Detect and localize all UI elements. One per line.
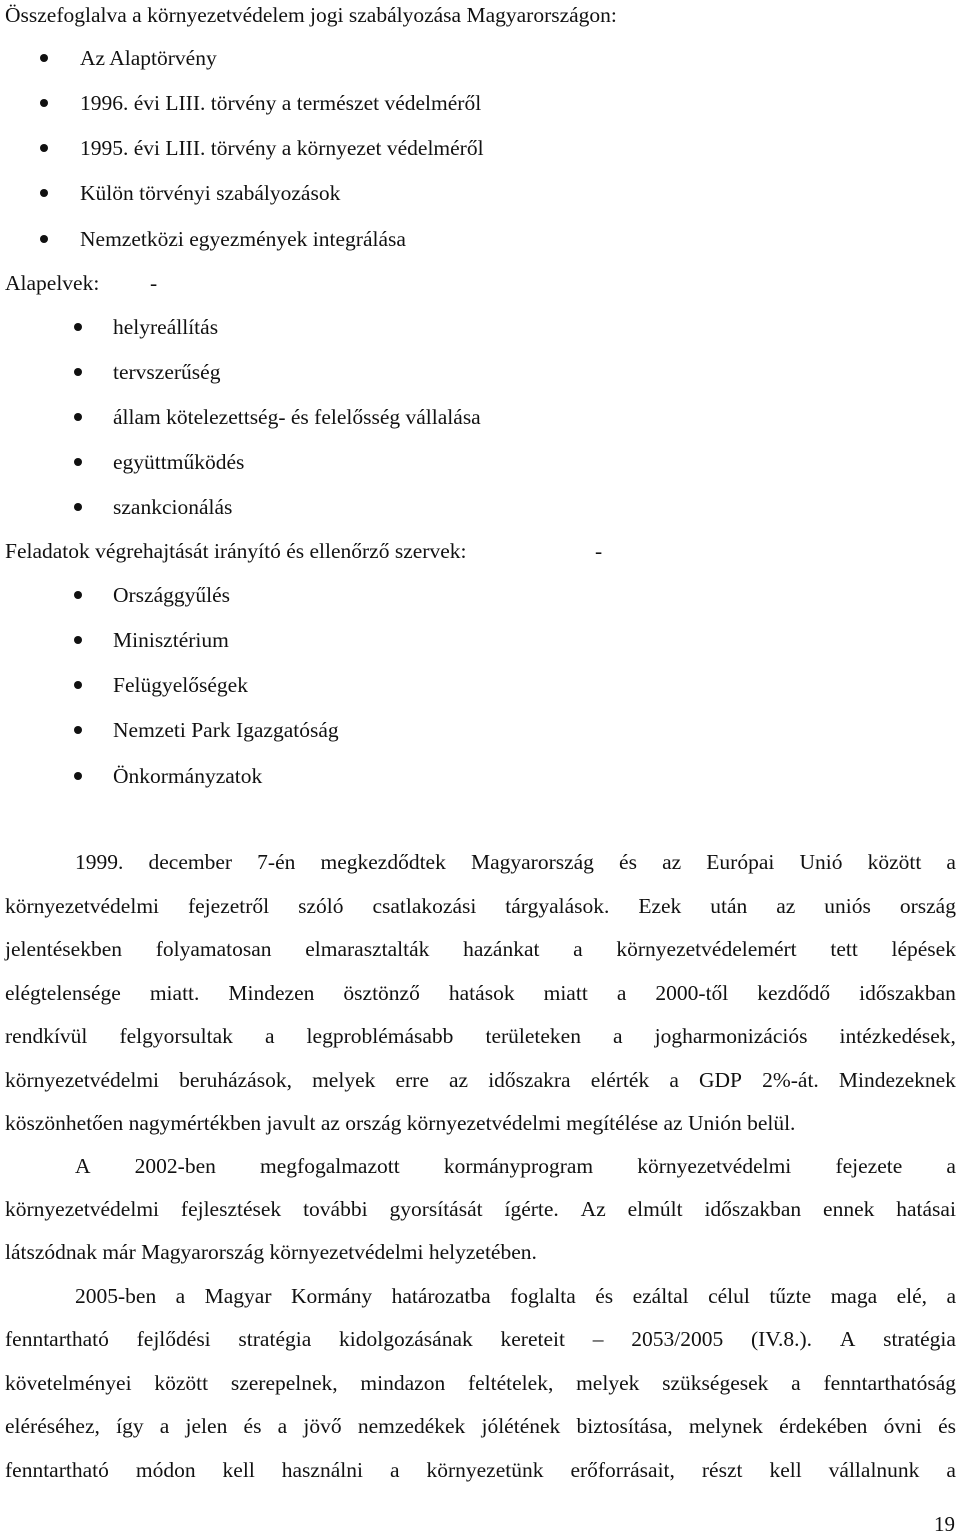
word: ösztönző (343, 981, 420, 1005)
word: Mindezeknek (838, 1068, 956, 1092)
word: kidolgozásának (339, 1327, 473, 1351)
word: felgyorsultak (119, 1024, 233, 1048)
word: környezetünk (426, 1458, 544, 1482)
alapelvek-dash: - (150, 271, 158, 295)
bullet-icon (40, 189, 48, 197)
word: – (592, 1327, 604, 1351)
word: az (662, 850, 682, 874)
word: további (303, 1197, 368, 1221)
word: maga (830, 1284, 878, 1308)
word: melynek (688, 1414, 763, 1438)
law-list-item: 1996. évi LIII. törvény a természet védelméről (80, 91, 482, 115)
paragraph-3-line (5, 1329, 956, 1351)
feladatok-dash: - (595, 539, 603, 563)
bullet-icon (74, 681, 82, 689)
word: a (613, 1024, 623, 1048)
word: biztosítása, (576, 1414, 673, 1438)
authority-list-item: Felügyelőségek (113, 673, 248, 697)
word: érdekében (779, 1414, 868, 1438)
word: között (154, 1371, 209, 1395)
word: miatt. (149, 981, 200, 1005)
word: elmarasztalták (305, 937, 430, 961)
page-number: 19 (934, 1512, 955, 1536)
word: miatt (543, 981, 588, 1005)
law-list-item: 1995. évi LIII. törvény a környezet védelméről (80, 136, 484, 160)
word: a (946, 1284, 956, 1308)
word: és (619, 850, 637, 874)
bullet-icon (74, 726, 82, 734)
word: és (938, 1414, 956, 1438)
word: erre (395, 1068, 429, 1092)
word: megkezdődtek (320, 850, 446, 874)
word: között (867, 850, 922, 874)
word: A (75, 1154, 91, 1178)
word: és (595, 1284, 614, 1308)
word: fenntarthatóság (823, 1371, 956, 1395)
word: szükségesek (662, 1371, 769, 1395)
word: jogharmonizációs (654, 1024, 808, 1048)
bullet-icon (40, 99, 48, 107)
word: fejezete (835, 1154, 903, 1178)
word: jelentésekben (5, 937, 123, 961)
word: Unió (799, 850, 843, 874)
law-list-item: Az Alaptörvény (80, 46, 217, 70)
word: kell (222, 1458, 255, 1482)
word: legproblémásabb (306, 1024, 454, 1048)
word: környezetvédelmi (5, 1197, 160, 1221)
word: Magyar (204, 1284, 272, 1308)
word: 1999. (75, 850, 124, 874)
word: ezáltal (632, 1284, 689, 1308)
word: a (277, 1414, 288, 1438)
word: fejlődési (136, 1327, 211, 1351)
word: lépések (891, 937, 956, 961)
word: után (710, 894, 748, 918)
word: Kormány (290, 1284, 373, 1308)
bullet-icon (74, 458, 82, 466)
word: területeken (485, 1024, 581, 1048)
paragraph-1-line (5, 983, 956, 1005)
word: jólétének (481, 1414, 561, 1438)
paragraph-1-line (5, 1070, 956, 1092)
word: hazánkat (463, 937, 540, 961)
word: uniós (824, 894, 871, 918)
word: foglalta (510, 1284, 576, 1308)
paragraph-1-line (5, 896, 956, 918)
word: stratégia (883, 1327, 956, 1351)
word: tárgyalások. (505, 894, 610, 918)
law-list-item: Külön törvényi szabályozások (80, 181, 341, 205)
word: és (243, 1414, 262, 1438)
word: környezetvédelemért (616, 937, 797, 961)
word: (IV.8.). (750, 1327, 813, 1351)
intro-line: Összefoglalva a környezetvédelem jogi szabályozása Magyarországon: (5, 3, 617, 27)
word: hatásai (896, 1197, 956, 1221)
paragraph-1-line: köszönhetően nagymértékben javult az ország környezetvédelmi megítélése az Unión belül. (5, 1111, 796, 1135)
word: ennek (823, 1197, 875, 1221)
paragraph-3-line (75, 1286, 956, 1308)
word: GDP (698, 1068, 742, 1092)
word: mindazon (360, 1371, 446, 1395)
word: fenntartható (5, 1458, 109, 1482)
bullet-icon (40, 144, 48, 152)
word: melyek (576, 1371, 640, 1395)
principle-list-item: szankcionálás (113, 495, 233, 519)
paragraph-2-line: látszódnak már Magyarország környezetvédelmi helyzetében. (5, 1240, 537, 1264)
word: nemzedékek (357, 1414, 466, 1438)
bullet-icon (74, 503, 82, 511)
bullet-icon (74, 636, 82, 644)
word: hatások (448, 981, 515, 1005)
word: a (389, 1458, 400, 1482)
word: ígérte. (504, 1197, 559, 1221)
word: szóló (298, 894, 344, 918)
word: fenntartható (5, 1327, 109, 1351)
principle-list-item: helyreállítás (113, 315, 219, 339)
bullet-icon (74, 323, 82, 331)
word: Magyarország (470, 850, 594, 874)
word: kereteit (500, 1327, 565, 1351)
word: fejlesztések (180, 1197, 282, 1221)
word: gyorsítását (389, 1197, 483, 1221)
word: csatlakozási (372, 894, 477, 918)
word: ország (899, 894, 956, 918)
word: kell (769, 1458, 802, 1482)
paragraph-3-line (5, 1460, 956, 1482)
principle-list-item: tervszerűség (113, 360, 221, 384)
word: a (573, 937, 583, 961)
word: a (175, 1284, 186, 1308)
paragraph-2-line (5, 1199, 956, 1221)
word: beruházások, (179, 1068, 292, 1092)
word: elégtelensége (5, 981, 121, 1005)
word: időszakban (704, 1197, 802, 1221)
authority-list-item: Országgyűlés (113, 583, 231, 607)
word: 2%-át. (762, 1068, 819, 1092)
word: Az (580, 1197, 606, 1221)
paragraph-3-line (5, 1373, 956, 1395)
authority-list-item: Nemzeti Park Igazgatóság (113, 718, 339, 742)
word: a (159, 1414, 170, 1438)
word: környezetvédelmi (5, 894, 160, 918)
word: kormányprogram (443, 1154, 594, 1178)
word: módon (135, 1458, 196, 1482)
principle-list-item: együttműködés (113, 450, 245, 474)
authority-list-item: Minisztérium (113, 628, 229, 652)
paragraph-1-line (75, 852, 956, 874)
word: használni (281, 1458, 363, 1482)
word: jelen (185, 1414, 228, 1438)
word: Európai (706, 850, 775, 874)
word: intézkedések, (839, 1024, 956, 1048)
word: határozatba (391, 1284, 491, 1308)
paragraph-3-line (5, 1416, 956, 1438)
word: erőforrásait, (570, 1458, 675, 1482)
feladatok-label: Feladatok végrehajtását irányító és ellenőrző szervek: (5, 539, 467, 563)
word: a (669, 1068, 679, 1092)
paragraph-1-line (5, 1026, 956, 1048)
word: az (776, 894, 796, 918)
word: 2053/2005 (631, 1327, 724, 1351)
bullet-icon (74, 368, 82, 376)
authority-list-item: Önkormányzatok (113, 764, 263, 788)
bullet-icon (74, 772, 82, 780)
bullet-icon (40, 235, 48, 243)
paragraph-1-line (5, 939, 956, 961)
paragraph-2-line (75, 1156, 956, 1178)
word: tűzte (769, 1284, 812, 1308)
alapelvek-label: Alapelvek: (5, 271, 100, 295)
word: időszakban (859, 981, 956, 1005)
law-list-item: Nemzetközi egyezmények integrálása (80, 227, 406, 251)
word: időszakra (488, 1068, 571, 1092)
bullet-icon (40, 54, 48, 62)
word: kezdődő (757, 981, 831, 1005)
word: feltételek, (467, 1371, 554, 1395)
word: tett (830, 937, 858, 961)
word: melyek (312, 1068, 376, 1092)
word: részt (701, 1458, 743, 1482)
word: az (449, 1068, 469, 1092)
word: elérték (590, 1068, 650, 1092)
bullet-icon (74, 413, 82, 421)
word: Mindezen (228, 981, 315, 1005)
word: 2000-től (655, 981, 729, 1005)
word: a (946, 1154, 956, 1178)
word: a (946, 1458, 956, 1482)
word: környezetvédelmi (5, 1068, 160, 1092)
word: Ezek (638, 894, 682, 918)
word: vállalnunk (828, 1458, 920, 1482)
word: óvni (883, 1414, 922, 1438)
word: környezetvédelmi (637, 1154, 792, 1178)
word: a (264, 1024, 275, 1048)
word: a (616, 981, 627, 1005)
word: 7-én (257, 850, 296, 874)
principle-list-item: állam kötelezettség- és felelősség vállalása (113, 405, 481, 429)
word: így (116, 1414, 144, 1438)
bullet-icon (74, 591, 82, 599)
word: 2002-ben (134, 1154, 216, 1178)
word: fejezetről (187, 894, 270, 918)
word: rendkívül (5, 1024, 88, 1048)
word: célul (708, 1284, 750, 1308)
word: szerepelnek, (230, 1371, 338, 1395)
word: jövő (303, 1414, 342, 1438)
word: stratégia (238, 1327, 312, 1351)
word: a (946, 850, 956, 874)
word: A (839, 1327, 856, 1351)
word: a (791, 1371, 801, 1395)
word: eléréséhez, (5, 1414, 100, 1438)
word: elé, (896, 1284, 927, 1308)
word: 2005-ben (75, 1284, 157, 1308)
word: folyamatosan (155, 937, 272, 961)
word: elmúlt (627, 1197, 683, 1221)
word: megfogalmazott (260, 1154, 400, 1178)
word: követelményei (5, 1371, 132, 1395)
word: december (148, 850, 233, 874)
